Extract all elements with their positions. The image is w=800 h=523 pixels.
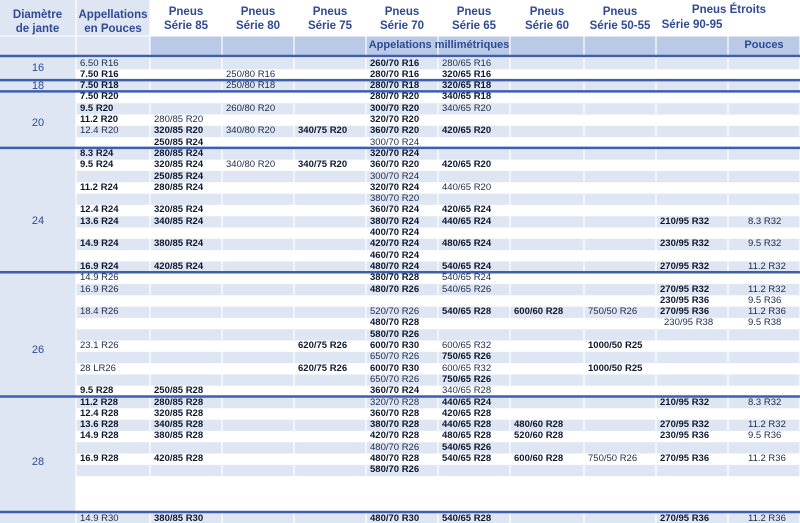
- size-cell: 480/70 R24: [370, 260, 420, 272]
- size-cell: 7.50 R16: [80, 68, 119, 80]
- size-cell: 8.3 R24: [80, 147, 114, 159]
- size-cell: 580/70 R26: [370, 328, 420, 340]
- diameter-24: 24: [31, 215, 45, 227]
- size-cell: 650/70 R26: [370, 351, 420, 363]
- size-cell: 16.9 R26: [80, 283, 119, 295]
- size-cell: 340/80 R20: [226, 125, 276, 137]
- size-cell: 280/85 R20: [154, 114, 204, 125]
- size-cell: 340/75 R20: [298, 159, 348, 171]
- size-cell: 9.5 R36: [748, 430, 782, 442]
- size-cell: 420/85 R28: [154, 453, 204, 464]
- size-cell: 320/85 R24: [154, 159, 204, 171]
- size-cell: 300/70 R24: [370, 136, 420, 148]
- size-cell: 480/70 R28: [370, 317, 420, 329]
- size-cell: 380/85 R24: [154, 238, 204, 250]
- size-cell: 360/70 R20: [370, 125, 420, 137]
- size-cell: 750/65 R26: [442, 373, 492, 385]
- size-cell: 260/80 R20: [226, 102, 276, 114]
- subheader-appelations-millimetriques: Appelations millimétriques: [368, 39, 510, 51]
- size-cell: 600/60 R28: [514, 306, 564, 318]
- size-cell: 340/75 R20: [298, 125, 348, 137]
- size-cell: 18.4 R26: [80, 306, 119, 318]
- size-cell: 28 LR26: [80, 362, 116, 374]
- size-cell: 11.2 R36: [748, 306, 786, 318]
- size-cell: 250/85 R24: [154, 170, 204, 182]
- size-cell: 250/85 R28: [154, 385, 204, 397]
- size-cell: 600/70 R30: [370, 340, 420, 351]
- size-cell: 14.9 R24: [80, 238, 119, 250]
- size-cell: 280/70 R20: [370, 91, 420, 103]
- size-cell: 340/65 R18: [442, 91, 492, 103]
- size-cell: 230/95 R36: [660, 294, 710, 306]
- size-cell: 440/65 R24: [442, 215, 492, 227]
- size-cell: 600/70 R30: [370, 362, 420, 374]
- size-cell: 420/65 R20: [442, 125, 492, 137]
- size-cell: 320/65 R18: [442, 80, 492, 92]
- size-cell: 11.2 R32: [748, 283, 786, 295]
- size-cell: 340/65 R20: [442, 102, 492, 114]
- size-cell: 380/70 R28: [370, 272, 420, 284]
- size-cell: 540/65 R26: [442, 441, 492, 453]
- size-cell: 360/70 R24: [370, 204, 420, 216]
- size-cell: 12.4 R20: [80, 125, 119, 137]
- size-cell: 540/65 R26: [442, 283, 492, 295]
- size-cell: 270/95 R32: [660, 283, 710, 295]
- size-cell: 9.5 R36: [748, 294, 782, 306]
- size-cell: 600/65 R32: [442, 362, 492, 374]
- size-cell: 270/95 R32: [660, 419, 710, 431]
- size-cell: 1000/50 R25: [588, 340, 643, 351]
- size-cell: 440/65 R20: [442, 181, 492, 193]
- size-cell: 16.9 R28: [80, 453, 119, 464]
- size-cell: 540/65 R24: [442, 260, 492, 272]
- diameter-18: 18: [31, 79, 45, 92]
- size-cell: 320/70 R24: [370, 181, 420, 193]
- header-serie-65: Pneus Série 65: [451, 6, 497, 32]
- size-cell: 14.9 R28: [80, 430, 119, 442]
- header-serie-50-55: Pneus Série 50-55: [589, 6, 651, 32]
- size-cell: 7.50 R18: [80, 80, 119, 92]
- size-cell: 480/65 R24: [442, 238, 492, 250]
- size-cell: 280/85 R24: [154, 181, 204, 193]
- size-cell: 12.4 R28: [80, 407, 119, 419]
- size-cell: 460/70 R24: [370, 249, 420, 261]
- size-cell: 12.4 R24: [80, 204, 119, 216]
- size-cell: 270/95 R36: [660, 453, 710, 464]
- size-cell: 540/65 R28: [442, 306, 492, 318]
- size-cell: 340/85 R24: [154, 215, 204, 227]
- diameter-28: 28: [31, 455, 45, 468]
- size-cell: 9.5 R38: [748, 317, 782, 329]
- header-serie-90-95: Série 90-95: [661, 19, 723, 31]
- size-cell: 540/65 R28: [442, 513, 492, 523]
- subheader-pouces: Pouces: [744, 39, 784, 51]
- size-cell: 360/70 R20: [370, 159, 420, 171]
- size-cell: 7.50 R20: [80, 91, 119, 103]
- size-cell: 300/70 R20: [370, 102, 420, 114]
- size-cell: 320/70 R20: [370, 114, 420, 125]
- size-cell: 250/80 R18: [226, 80, 276, 92]
- size-cell: 340/65 R28: [442, 385, 492, 397]
- size-cell: 250/80 R16: [226, 68, 276, 80]
- size-cell: 1000/50 R25: [588, 362, 643, 374]
- size-cell: 300/70 R24: [370, 170, 420, 182]
- size-cell: 8.3 R32: [748, 215, 782, 227]
- size-cell: 16.9 R24: [80, 260, 119, 272]
- size-cell: 230/95 R36: [660, 430, 710, 442]
- size-cell: 750/50 R26: [588, 453, 638, 464]
- diameter-26: 26: [31, 343, 45, 356]
- header-appellations-pouces: Appellations en Pouces: [78, 9, 148, 35]
- size-cell: 750/65 R26: [442, 351, 492, 363]
- size-cell: 420/65 R24: [442, 204, 492, 216]
- size-cell: 750/50 R26: [588, 306, 638, 318]
- size-cell: 320/65 R16: [442, 68, 492, 80]
- size-cell: 420/70 R28: [370, 430, 420, 442]
- size-cell: 270/95 R36: [660, 513, 710, 523]
- size-cell: 11.2 R28: [80, 396, 119, 408]
- size-cell: 420/65 R28: [442, 407, 492, 419]
- size-cell: 480/60 R28: [514, 419, 564, 431]
- size-cell: 580/70 R26: [370, 464, 420, 476]
- size-cell: 480/65 R28: [442, 430, 492, 442]
- size-cell: 280/85 R28: [154, 396, 204, 408]
- size-cell: 420/85 R24: [154, 260, 204, 272]
- size-cell: 6.50 R16: [80, 57, 119, 69]
- size-cell: 340/85 R28: [154, 419, 204, 431]
- size-cell: 210/95 R32: [660, 215, 710, 227]
- size-cell: 11.2 R20: [80, 114, 119, 125]
- size-cell: 270/95 R36: [660, 306, 710, 318]
- size-cell: 420/70 R24: [370, 238, 420, 250]
- size-cell: 9.5 R28: [80, 385, 114, 397]
- size-cell: 320/85 R28: [154, 407, 204, 419]
- size-cell: 380/85 R28: [154, 430, 204, 442]
- size-cell: 480/70 R26: [370, 441, 420, 453]
- size-cell: 600/65 R32: [442, 340, 492, 351]
- size-cell: 14.9 R30: [80, 513, 119, 523]
- header-serie-80: Pneus Série 80: [235, 6, 281, 32]
- header-diametre-jante: Diamètre de jante: [12, 9, 63, 35]
- size-cell: 230/95 R38: [664, 317, 714, 329]
- size-cell: 11.2 R32: [748, 260, 786, 272]
- size-cell: 480/70 R30: [370, 513, 420, 523]
- size-cell: 600/60 R28: [514, 453, 564, 464]
- header-serie-85: Pneus Série 85: [163, 6, 209, 32]
- size-cell: 8.3 R32: [748, 396, 782, 408]
- size-cell: 440/65 R24: [442, 396, 492, 408]
- size-cell: 320/70 R28: [370, 396, 420, 408]
- size-cell: 520/70 R26: [370, 306, 420, 318]
- size-cell: 280/70 R18: [370, 80, 420, 92]
- size-cell: 11.2 R36: [748, 453, 786, 464]
- size-cell: 11.2 R36: [748, 513, 786, 523]
- size-cell: 540/65 R28: [442, 453, 492, 464]
- size-cell: 11.2 R24: [80, 181, 119, 193]
- size-cell: 23.1 R26: [80, 340, 119, 351]
- size-cell: 320/70 R24: [370, 147, 420, 159]
- header-serie-70: Pneus Série 70: [379, 6, 425, 32]
- size-cell: 380/70 R24: [370, 215, 420, 227]
- size-cell: 9.5 R32: [748, 238, 782, 250]
- size-cell: 9.5 R24: [80, 159, 114, 171]
- size-cell: 620/75 R26: [298, 340, 348, 351]
- diameter-20: 20: [31, 117, 45, 129]
- size-cell: 250/85 R24: [154, 136, 204, 148]
- size-cell: 11.2 R32: [748, 419, 786, 431]
- size-cell: 320/85 R20: [154, 125, 204, 137]
- size-cell: 270/95 R32: [660, 260, 710, 272]
- size-cell: 230/95 R32: [660, 238, 710, 250]
- size-cell: 320/85 R24: [154, 204, 204, 216]
- size-cell: 360/70 R28: [370, 407, 420, 419]
- size-cell: 380/70 R28: [370, 419, 420, 431]
- size-cell: 480/70 R28: [370, 453, 420, 464]
- size-cell: 280/85 R24: [154, 147, 204, 159]
- size-cell: 210/95 R32: [660, 396, 710, 408]
- size-cell: 540/65 R24: [442, 272, 492, 284]
- size-cell: 13.6 R28: [80, 419, 119, 431]
- size-cell: 650/70 R26: [370, 373, 420, 385]
- size-cell: 280/70 R16: [370, 68, 420, 80]
- size-cell: 340/80 R20: [226, 159, 276, 171]
- size-cell: 620/75 R26: [298, 362, 348, 374]
- size-cell: 380/85 R30: [154, 513, 204, 523]
- size-cell: 14.9 R26: [80, 272, 119, 284]
- size-cell: 9.5 R20: [80, 102, 114, 114]
- size-cell: 420/65 R20: [442, 159, 492, 171]
- size-cell: 380/70 R20: [370, 193, 420, 205]
- header-pneus-etroits: Pneus Étroits: [691, 4, 767, 16]
- diameter-16: 16: [31, 62, 45, 74]
- header-serie-60: Pneus Série 60: [524, 6, 570, 32]
- size-cell: 360/70 R24: [370, 385, 420, 397]
- size-cell: 280/65 R16: [442, 57, 492, 69]
- size-cell: 13.6 R24: [80, 215, 119, 227]
- header-serie-75: Pneus Série 75: [307, 6, 353, 32]
- size-cell: 520/60 R28: [514, 430, 564, 442]
- size-cell: 480/70 R26: [370, 283, 420, 295]
- size-cell: 440/65 R28: [442, 419, 492, 431]
- size-cell: 400/70 R24: [370, 227, 420, 238]
- size-cell: 260/70 R16: [370, 57, 420, 69]
